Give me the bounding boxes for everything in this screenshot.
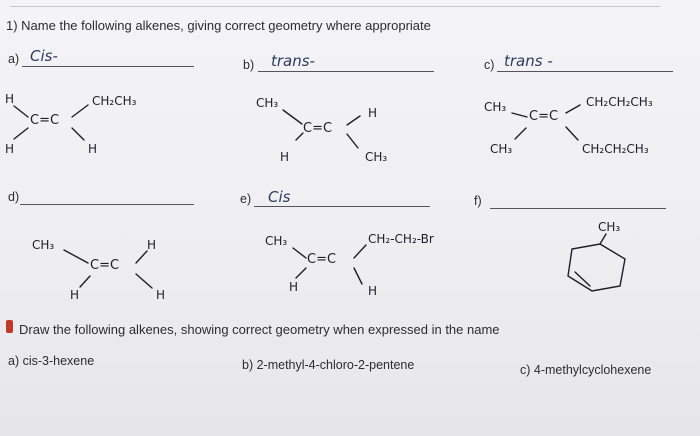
part-b-label: b) — [243, 58, 255, 72]
part-a-label: a) — [8, 52, 20, 66]
mol-b-ch3-bottom: CH₃ — [365, 150, 388, 164]
mol-e-h-bottom-right: H — [368, 284, 378, 298]
mol-a-h-bottom-right: H — [88, 142, 98, 156]
mol-b-h-top-right: H — [368, 106, 378, 120]
mol-d-double-bond: C=C — [90, 258, 120, 273]
q2-part-c: c) 4-methylcyclohexene — [520, 363, 652, 377]
part-e-label: e) — [240, 192, 252, 206]
mol-f-ch3: CH₃ — [598, 220, 621, 234]
mol-d-h-top-right: H — [147, 238, 157, 252]
mol-c-sub-top: CH₂CH₂CH₃ — [586, 95, 653, 109]
mol-e-ch3: CH₃ — [265, 234, 288, 248]
part-d-label: d) — [8, 190, 20, 204]
mol-e-h-bottom-left: H — [289, 280, 299, 294]
mol-c-sub-bottom: CH₂CH₂CH₃ — [582, 142, 649, 156]
mol-a-h-top-left: H — [5, 92, 15, 106]
mol-c-ch3-bottom: CH₃ — [490, 142, 513, 156]
part-f-label: f) — [474, 194, 482, 208]
mol-a-double-bond: C=C — [30, 113, 60, 128]
mol-d-h-bottom-right: H — [156, 288, 166, 302]
question-2-marker — [6, 320, 13, 333]
mol-c-double-bond: C=C — [529, 109, 559, 124]
mol-b-h-bottom-left: H — [280, 150, 290, 164]
mol-e-double-bond: C=C — [307, 252, 337, 267]
q2-part-b: b) 2-methyl-4-chloro-2-pentene — [242, 358, 415, 372]
mol-a-substituent: CH₂CH₃ — [92, 94, 137, 108]
part-e-answer: Cis — [268, 188, 291, 206]
part-c-label: c) — [484, 58, 495, 72]
mol-b-double-bond: C=C — [303, 121, 333, 136]
part-b-answer: trans- — [271, 52, 315, 70]
question-1-title: 1) Name the following alkenes, giving correct geometry where appropriate — [6, 18, 431, 33]
mol-e-substituent: CH₂-CH₂-Br — [368, 232, 434, 246]
part-a-answer: Cis- — [30, 47, 58, 65]
mol-d-h-bottom-left: H — [70, 288, 80, 302]
mol-a-h-bottom-left: H — [5, 142, 15, 156]
mol-c-ch3-top: CH₃ — [484, 100, 507, 114]
question-2-title: Draw the following alkenes, showing correct geometry when expressed in the name — [19, 322, 500, 337]
mol-b-ch3-top: CH₃ — [256, 96, 279, 110]
mol-d-ch3: CH₃ — [32, 238, 55, 252]
q2-part-a: a) cis-3-hexene — [8, 354, 95, 368]
part-c-answer: trans - — [504, 52, 553, 70]
